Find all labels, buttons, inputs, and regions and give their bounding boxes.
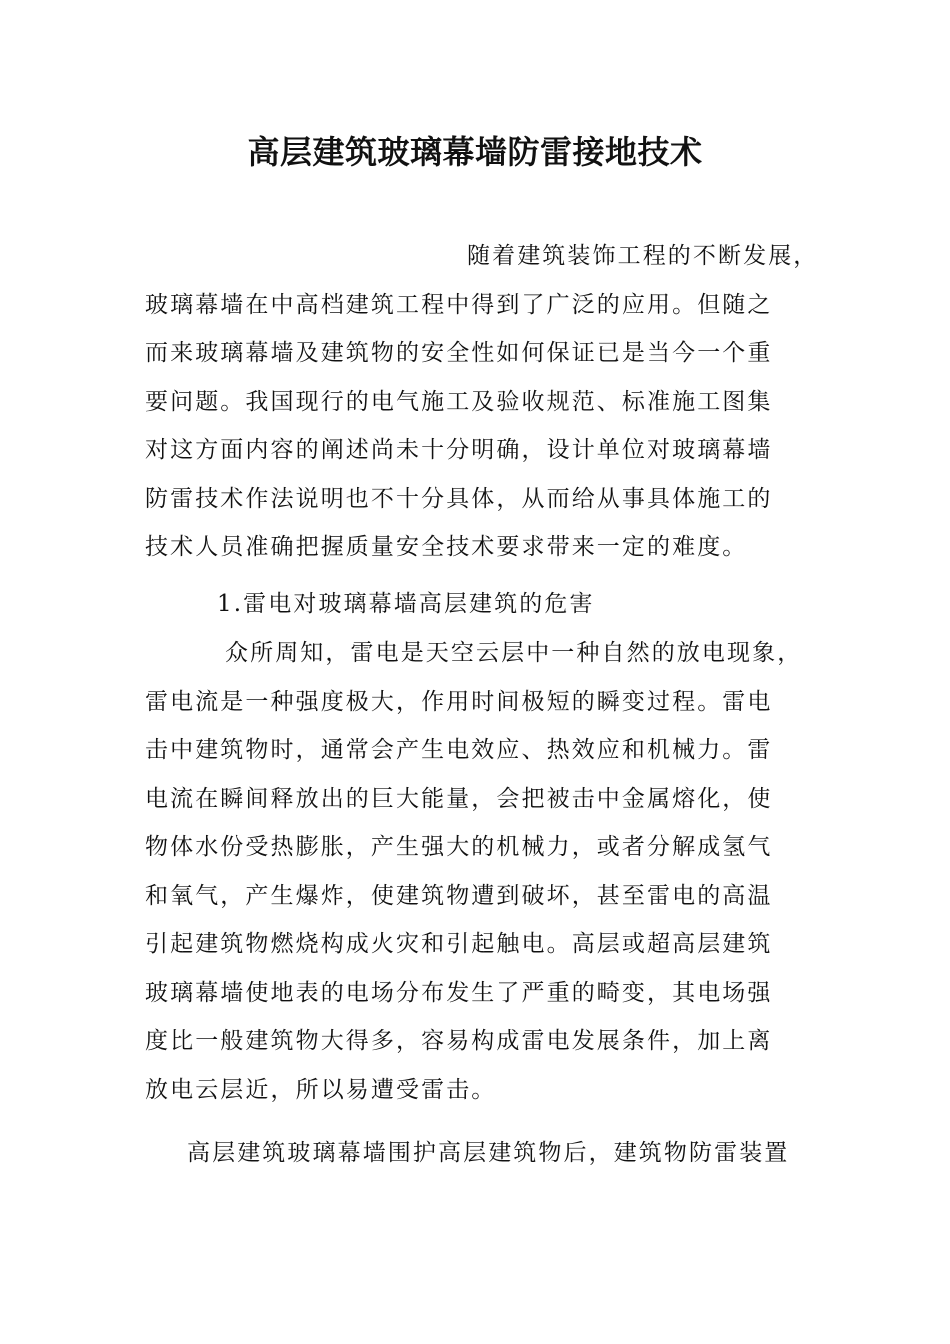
- section-heading: [145, 580, 835, 629]
- paragraph-line: 玻璃幕墙使地表的电场分布发生了严重的畸变，其电场强: [145, 979, 773, 1006]
- paragraph-line: 度比一般建筑物大得多，容易构成雷电发展条件，加上离: [145, 1028, 773, 1054]
- paragraph-line: 众所周知，雷电是天空云层中一种自然的放电现象，: [225, 640, 803, 666]
- paragraph-line: 电流在瞬间释放出的巨大能量，会把被击中金属熔化，使: [145, 785, 773, 812]
- paragraph-line: 要问题。我国现行的电气施工及验收规范、标准施工图集: [145, 388, 773, 415]
- section-heading-text: 1.雷电对玻璃幕墙高层建筑的危害: [217, 591, 595, 617]
- paragraph-line: 技术人员准确把握质量安全技术要求带来一定的难度。: [145, 534, 748, 560]
- paragraph-line: 物体水份受热膨胀，产生强大的机械力，或者分解成氢气: [145, 834, 773, 860]
- paragraph-line: 击中建筑物时，通常会产生电效应、热效应和机械力。雷: [145, 737, 773, 763]
- paragraph-line: 对这方面内容的阐述尚未十分明确，设计单位对玻璃幕墙: [145, 437, 773, 463]
- document-title: 高层建筑玻璃幕墙防雷接地技术: [247, 133, 703, 171]
- paragraph-line: 放电云层近，所以易遭受雷击。: [145, 1076, 497, 1103]
- paragraph-line: 雷电流是一种强度极大，作用时间极短的瞬变过程。雷电: [145, 688, 773, 715]
- paragraph-line: 随着建筑装饰工程的不断发展，: [467, 243, 819, 269]
- paragraph-line: 高层建筑玻璃幕墙围护高层建筑物后，建筑物防雷装置: [187, 1140, 790, 1166]
- paragraph-line: 玻璃幕墙在中高档建筑工程中得到了广泛的应用。但随之: [145, 291, 773, 318]
- paragraph-line: 和氧气，产生爆炸，使建筑物遭到破坏，甚至雷电的高温: [145, 882, 773, 909]
- paragraph-line: 防雷技术作法说明也不十分具体，从而给从事具体施工的: [145, 485, 773, 512]
- paragraph-line: 而来玻璃幕墙及建筑物的安全性如何保证已是当今一个重: [145, 340, 773, 366]
- paragraph-lightning-hazard: [145, 629, 835, 1114]
- paragraph-line: 引起建筑物燃烧构成火灾和引起触电。高层或超高层建筑: [145, 931, 773, 957]
- paragraph-protection: [145, 1129, 835, 1178]
- intro-paragraph: [145, 232, 835, 572]
